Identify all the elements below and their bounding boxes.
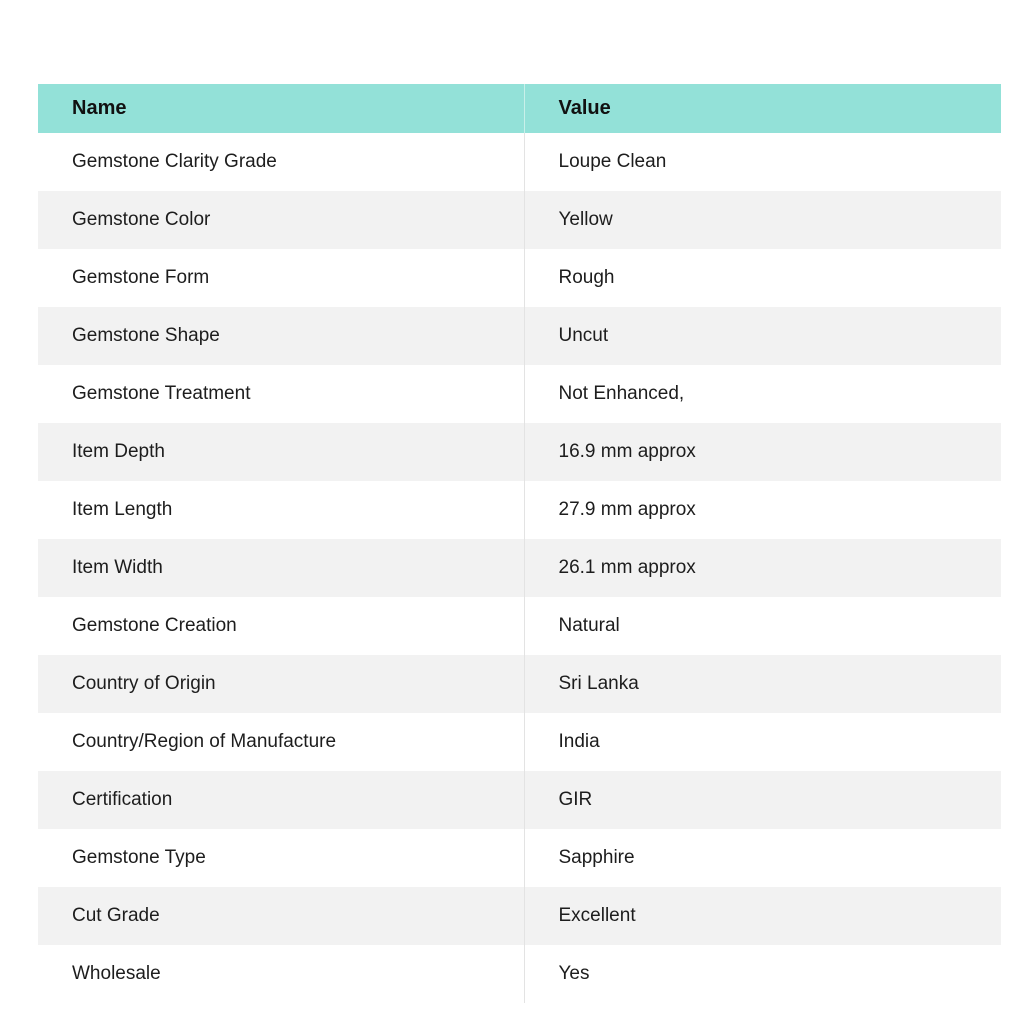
spec-value-cell: 26.1 mm approx [524, 539, 1001, 597]
spec-value-cell: 16.9 mm approx [524, 423, 1001, 481]
spec-name-cell: Gemstone Color [38, 191, 524, 249]
table-row [38, 423, 1001, 481]
header-name-cell: Name [38, 84, 524, 133]
table-row [38, 191, 1001, 249]
spec-value-cell: Loupe Clean [524, 133, 1001, 191]
spec-value-cell: GIR [524, 771, 1001, 829]
spec-value-cell: Rough [524, 249, 1001, 307]
spec-value-cell: Not Enhanced, [524, 365, 1001, 423]
spec-name-cell: Gemstone Shape [38, 307, 524, 365]
table-row [38, 597, 1001, 655]
spec-value-cell: Natural [524, 597, 1001, 655]
spec-name-cell: Wholesale [38, 945, 524, 1003]
spec-name-cell: Gemstone Treatment [38, 365, 524, 423]
spec-name-cell: Certification [38, 771, 524, 829]
table-row [38, 945, 1001, 1003]
spec-value-cell: Uncut [524, 307, 1001, 365]
spec-name-cell: Country of Origin [38, 655, 524, 713]
table-row [38, 365, 1001, 423]
table-row [38, 713, 1001, 771]
spec-name-cell: Item Depth [38, 423, 524, 481]
table-row [38, 771, 1001, 829]
spec-name-cell: Item Width [38, 539, 524, 597]
item-specifics-table [38, 84, 1001, 1003]
spec-name-cell: Gemstone Type [38, 829, 524, 887]
spec-value-cell: 27.9 mm approx [524, 481, 1001, 539]
spec-value-cell: India [524, 713, 1001, 771]
table-row [38, 887, 1001, 945]
table-row [38, 481, 1001, 539]
spec-name-cell: Gemstone Clarity Grade [38, 133, 524, 191]
table-row [38, 133, 1001, 191]
table-row [38, 249, 1001, 307]
table-row [38, 307, 1001, 365]
spec-value-cell: Yellow [524, 191, 1001, 249]
table-header-row [38, 84, 1001, 133]
spec-value-cell: Excellent [524, 887, 1001, 945]
header-value-cell: Value [524, 84, 1001, 133]
spec-value-cell: Sapphire [524, 829, 1001, 887]
spec-name-cell: Country/Region of Manufacture [38, 713, 524, 771]
spec-value-cell: Yes [524, 945, 1001, 1003]
table-row [38, 829, 1001, 887]
spec-name-cell: Gemstone Form [38, 249, 524, 307]
spec-value-cell: Sri Lanka [524, 655, 1001, 713]
spec-name-cell: Item Length [38, 481, 524, 539]
table-row [38, 539, 1001, 597]
spec-name-cell: Gemstone Creation [38, 597, 524, 655]
table-row [38, 655, 1001, 713]
spec-name-cell: Cut Grade [38, 887, 524, 945]
